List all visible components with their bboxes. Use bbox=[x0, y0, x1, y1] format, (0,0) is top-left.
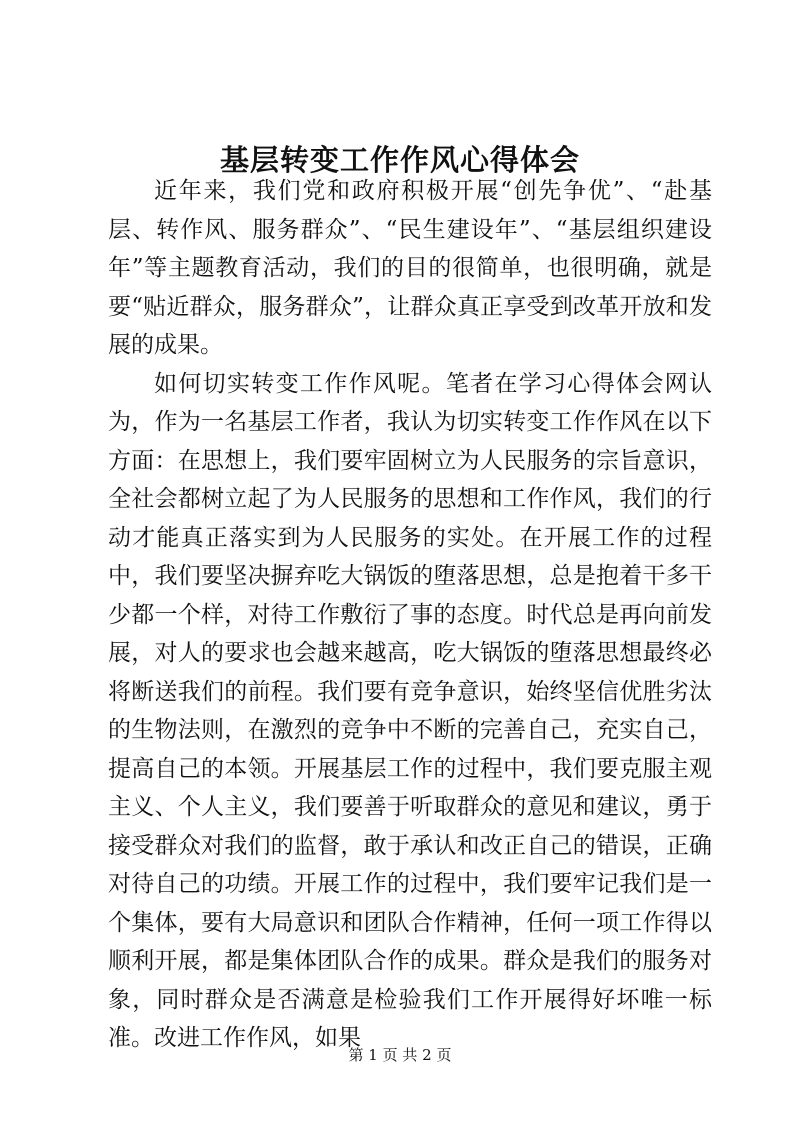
page-footer: 第 1 页 共 2 页 bbox=[348, 1046, 452, 1064]
document-title: 基层转变工作作风心得体会 bbox=[219, 143, 580, 177]
paragraph-intro: 近年来，我们党和政府积极开展“创先争优”、“赴基层、转作风、服务群众”、“民生建设年”、“基层组织建设年”等主题教育活动，我们的目的很简单，也很明确，就是要“贴近群众，服务群众”，让群众真正享受到改革开放和发展的成果。 bbox=[108, 178, 712, 358]
document-body bbox=[108, 172, 712, 1058]
paragraph-main: 如何切实转变工作作风呢。笔者在学习心得体会网认为，作为一名基层工作者，我认为切实转变工作作风在以下方面：在思想上，我们要牢固树立为人民服务的宗旨意识，全社会都树立起了为人民服务的思想和工作作风，我们的行动才能真正落实到为人民服务的实处。在开展工作的过程中，我们要坚决摒弃吃大锅饭的堕落思想，总是抱着干多干少都一个样，对待工作敷衍了事的态度。时代总是再向前发展，对人的要求也会越来越高，吃大锅饭的堕落思想最终必将断送我们的前程。我们要有竞争意识，始终坚信优胜劣汰的生物法则，在激烈的竞争中不断的完善自己，充实自己，提高自己的本领。开展基层工作的过程中，我们要克服主观主义、个人主义，我们要善于听取群众的意见和建议，勇于接受群众对我们的监督，敢于承认和改正自己的错误，正确对待自己的功绩。开展工作的过程中，我们要牢记我们是一个集体，要有大局意识和团队合作精神，任何一项工作得以顺利开展，都是集体团队合作的成果。群众是我们的服务对象，同时群众是否满意是检验我们工作开展得好坏唯一标准。改进工作作风，如果 bbox=[108, 370, 712, 1051]
